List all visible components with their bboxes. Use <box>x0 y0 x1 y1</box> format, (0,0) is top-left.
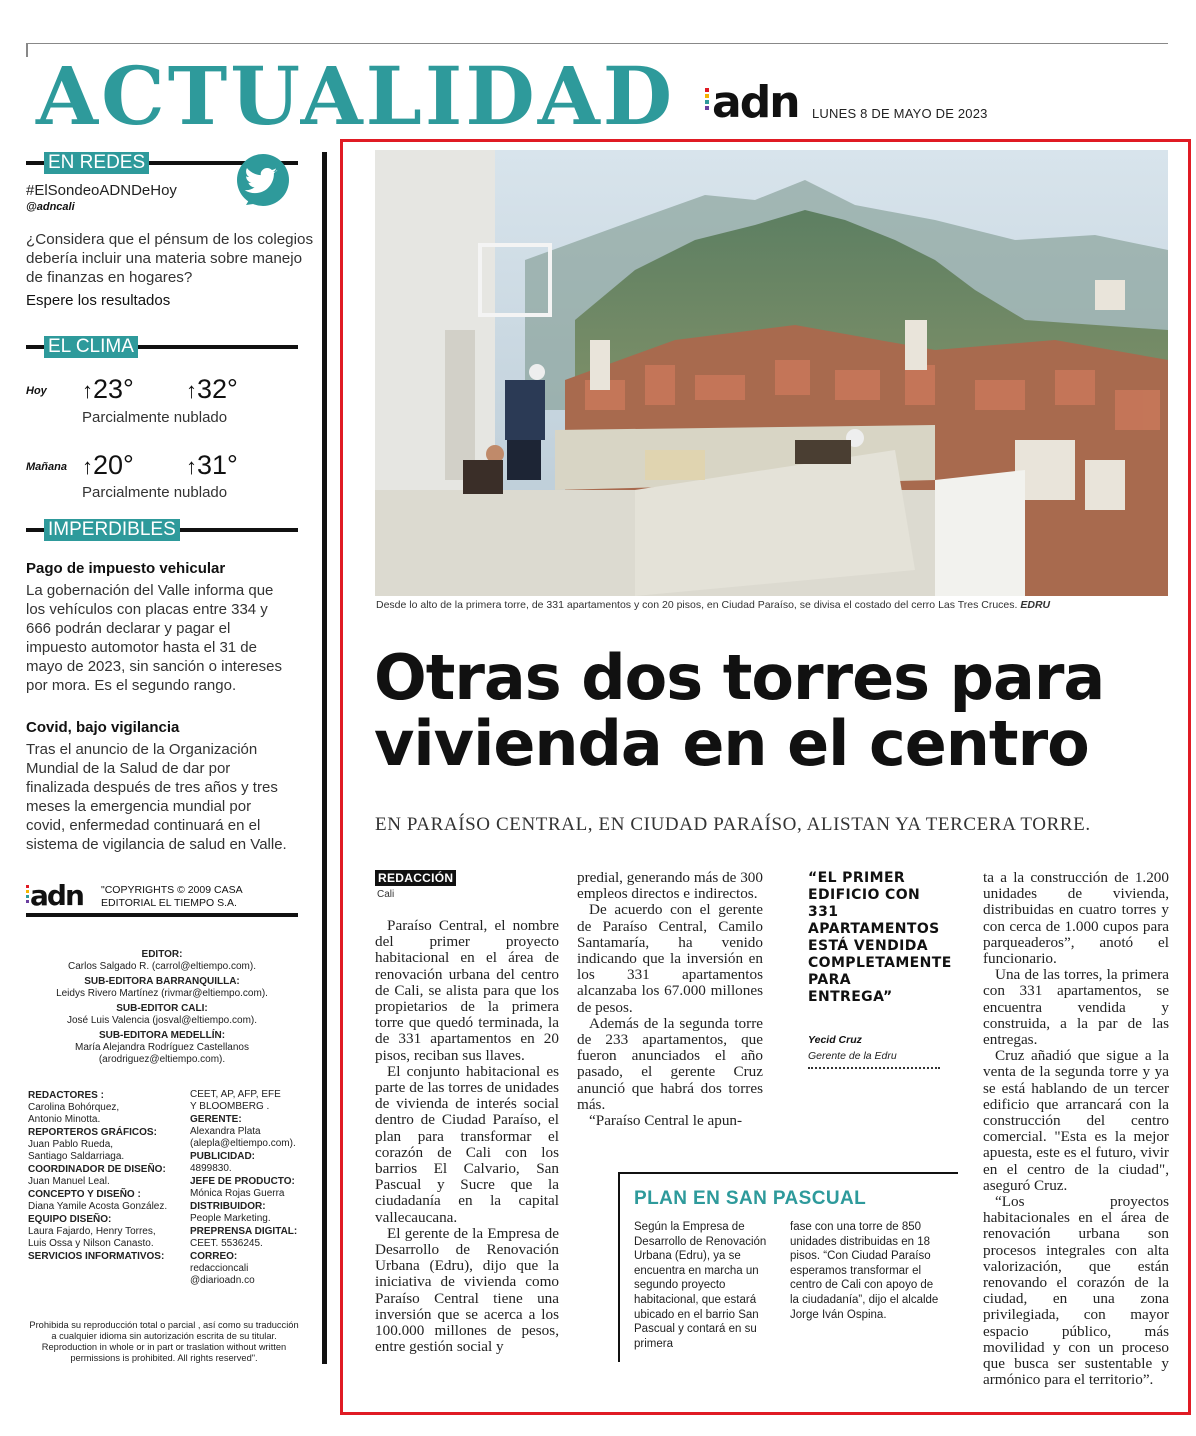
disclaimer-line: a cualquier idioma sin autorización escrita de su titular. <box>51 1331 277 1341</box>
staff-name: Juan Pablo Rueda, <box>28 1139 114 1150</box>
staff-name: Y BLOOMBERG . <box>190 1101 270 1112</box>
staff-role: CORREO: <box>190 1251 238 1262</box>
staff-role: PUBLICIDAD: <box>190 1151 255 1162</box>
top-rule-tick <box>26 43 28 57</box>
copyright-logo-dots <box>26 885 30 903</box>
redes-question: ¿Considera que el pénsum de los colegios debería incluir una materia sobre manejo de finanzas en hogares? <box>26 231 314 286</box>
staff-role: PREPRENSA DIGITAL: <box>190 1226 298 1237</box>
redes-handle[interactable]: @adncali <box>26 201 75 213</box>
article-paragraph: El conjunto habitacional es parte de las torres de unidades de vivienda de interés social dentro de Ciudad Paraíso, el plan para transformar el corazón de Cali con los barrios El Calvario, San Pascual y Sucre que la ciudadanía en la capital vallecaucana. <box>375 1062 559 1226</box>
staff-right-column <box>190 1089 320 1287</box>
staff-name: 4899830. <box>190 1163 232 1174</box>
staff-role: COORDINADOR DE DISEÑO: <box>28 1164 166 1175</box>
staff-name: Carolina Bohórquez, <box>28 1102 120 1113</box>
article-paragraph: El gerente de la Empresa de Desarrollo de Renovación Urbana (Edru), dijo que la iniciativa de vivienda como Paraíso Central tiene una inversión que se acerca a los 100.000 millones de pesos, entre gestión social y <box>375 1224 559 1356</box>
staff-role: SUB-EDITORA BARRANQUILLA: <box>84 976 240 987</box>
arrow-up-icon: ↑ <box>82 454 93 479</box>
staff-name: @diarioadn.co <box>190 1275 255 1286</box>
staff-name: CEET, AP, AFP, EFE <box>190 1089 281 1100</box>
staff-role: CONCEPTO Y DISEÑO : <box>28 1189 141 1200</box>
staff-role: JEFE DE PRODUCTO: <box>190 1176 295 1187</box>
arrow-up-icon: ↑ <box>186 378 197 403</box>
clima-today-desc: Parcialmente nublado <box>82 409 228 426</box>
staff-name: Diana Yamile Acosta González. <box>28 1201 168 1212</box>
box-title: PLAN EN SAN PASCUAL <box>634 1188 867 1209</box>
clima-today-high: ↑32° <box>186 374 238 404</box>
pull-quote: “EL PRIMER EDIFICIO CON 331 APARTAMENTOS ESTÁ VENDIDA COMPLETAMENTE PARA ENTREGA” <box>808 870 952 1005</box>
staff-role: EDITOR: <box>141 949 183 960</box>
logo-color-dots <box>705 88 709 110</box>
disclaimer-line: Reproduction in whole or in part or traslation without written <box>41 1342 287 1352</box>
staff-name: Laura Fajardo, Henry Torres, <box>28 1226 156 1237</box>
box-column-1: Según la Empresa de Desarrollo de Renovación Urbana (Edru), ya se encuentra en marcha un segundo proyecto habitacional, que estará ubicado en el barrio San Pascual y contará en su primera <box>634 1221 767 1350</box>
staff-role: SUB-EDITORA MEDELLÍN: <box>98 1030 226 1041</box>
article-paragraph: Cruz añadió que sigue a la venta de la segunda torre y ya se está hablando de un tercer edificio que arrancará con la construcción del centro comercial. "Esta es la mejor apuesta, este es el futuro, vivir en el centro de la ciudad", aseguró Cruz. <box>983 1047 1169 1194</box>
staff-editors <box>26 946 298 1066</box>
box-column-2: fase con una torre de 850 unidades distribuidas en 18 pisos. “Con Ciudad Paraíso esperamos transformar el centro de Cali con apoyo de la ciudadanía”, dijo el alcalde Jorge Iván Ospina. <box>790 1221 939 1321</box>
staff-name: José Luis Valencia (josval@eltiempo.com). <box>66 1015 258 1026</box>
imperdibles-label: IMPERDIBLES <box>44 519 180 541</box>
clima-tomorrow-low: ↑20° <box>82 450 134 480</box>
imperdible-title-2: Covid, bajo vigilancia <box>26 719 180 736</box>
twitter-bird-icon[interactable] <box>234 153 292 211</box>
redes-hashtag[interactable]: #ElSondeoADNDeHoy <box>26 182 177 199</box>
article-paragraph: Paraíso Central, el nombre del primer proyecto habitacional en el área de renovación urbana del centro de Cali, se alista para que los propietarios de la primera torre que quedó terminada, la de 331 apartamentos en 20 pisos, reciban sus llaves. <box>375 917 559 1064</box>
imperdibles-section-label <box>44 519 180 541</box>
staff-name: Antonio Minotta. <box>28 1114 101 1125</box>
staff-role: EQUIPO DISEÑO: <box>28 1214 112 1225</box>
article-deck: EN PARAÍSO CENTRAL, EN CIUDAD PARAÍSO, ALISTAN YA TERCERA TORRE. <box>375 814 1091 835</box>
redes-section-label <box>44 152 149 174</box>
disclaimer-line: Prohibida su reproducción total o parcial , así como su traducción <box>29 1320 299 1330</box>
article-paragraph: “Paraíso Central le apun- <box>589 1112 743 1130</box>
copyright-text: "COPYRIGHTS © 2009 CASA EDITORIAL EL TIEMPO S.A. <box>101 884 243 909</box>
copyright-rule <box>26 913 298 917</box>
article-headline: Otras dos torres para vivienda en el centro <box>374 641 1105 780</box>
arrow-up-icon: ↑ <box>186 454 197 479</box>
photo-caption: Desde lo alto de la primera torre, de 331 apartamentos y con 20 pisos, en Ciudad Paraíso, se divisa el costado del cerro Las Tres Cruces. EDRU <box>376 599 1051 611</box>
sidebar-divider <box>322 152 327 1364</box>
article-byline: REDACCIÓN <box>375 870 456 886</box>
staff-role: SERVICIOS INFORMATIVOS: <box>28 1251 165 1262</box>
quote-author: Yecid Cruz <box>808 1034 862 1046</box>
staff-role: REDACTORES : <box>28 1090 104 1101</box>
staff-name: People Marketing. <box>190 1213 271 1224</box>
staff-role: GERENTE: <box>190 1114 242 1125</box>
article-photo <box>375 150 1168 596</box>
staff-name: Luis Ossa y Nilson Canasto. <box>28 1238 154 1249</box>
copyright-adn-logo: adn <box>30 879 83 912</box>
photo-credit: EDRU <box>1020 599 1051 611</box>
article-paragraph: Además de la segunda torre de 233 apartamentos, que fueron anunciados el año pasado, el gerente Cruz anunció que habrá dos torres más. <box>577 1014 763 1113</box>
staff-role: REPORTEROS GRÁFICOS: <box>28 1127 157 1138</box>
imperdible-title-1: Pago de impuesto vehicular <box>26 560 226 577</box>
article-column-4 <box>983 870 1169 1389</box>
staff-name: redaccioncali <box>190 1263 249 1274</box>
article-paragraph: Una de las torres, la primera con 331 apartamentos, se encuentra vendida y construida, a la par de las entregas. <box>983 966 1169 1049</box>
clima-section-label <box>44 336 138 358</box>
staff-name: Carlos Salgado R. (carrol@eltiempo.com). <box>68 961 256 972</box>
staff-left-column <box>28 1089 188 1263</box>
article-paragraph: ta a la construcción de 1.200 unidades de vivienda, distribuidas en cuatro torres y con cerca de 1.000 cupos para parqueaderos”, anotó el funcionario. <box>983 869 1169 968</box>
staff-name: CEET. 5536245. <box>190 1238 263 1249</box>
issue-date: LUNES 8 DE MAYO DE 2023 <box>812 106 988 121</box>
staff-name: (arodriguez@eltiempo.com). <box>98 1054 226 1065</box>
staff-name: Mónica Rojas Guerra <box>190 1188 285 1199</box>
redes-label: EN REDES <box>44 152 149 174</box>
arrow-up-icon: ↑ <box>82 378 93 403</box>
box-top-rule <box>618 1172 958 1174</box>
clima-label: EL CLIMA <box>44 336 138 358</box>
clima-today-low: ↑23° <box>82 374 134 404</box>
clima-day-today: Hoy <box>26 385 47 397</box>
box-left-rule <box>618 1172 620 1362</box>
article-column-2 <box>577 870 763 1129</box>
disclaimer-line: permissions is prohibited. All rights reserved". <box>70 1353 258 1363</box>
staff-role: DISTRIBUIDOR: <box>190 1201 266 1212</box>
article-paragraph: predial, generando más de 300 empleos directos e indirectos. <box>577 869 763 903</box>
staff-role: SUB-EDITOR CALI: <box>116 1003 208 1014</box>
imperdible-text-1: La gobernación del Valle informa que los vehículos con placas entre 334 y 666 podrán declarar y pagar el impuesto automotor hasta el 31 de mayo de 2023, sin sanción o intereses por mora. Es el segundo rango. <box>26 582 282 694</box>
top-rule <box>26 43 1168 44</box>
disclaimer <box>26 1320 302 1364</box>
imperdible-text-2: Tras el anuncio de la Organización Mundial de la Salud de dar por finalizada después de tres años y tres meses la emergencia mundial por covid, enfermedad continuará en el sistema de vigilancia de salud en Valle. <box>26 741 287 853</box>
clima-day-tomorrow: Mañana <box>26 461 67 473</box>
section-title: ACTUALIDAD <box>36 49 676 143</box>
staff-name: Juan Manuel Leal. <box>28 1176 110 1187</box>
adn-logo: adn <box>712 77 799 128</box>
clima-tomorrow-desc: Parcialmente nublado <box>82 484 228 501</box>
staff-name: Leidys Rivero Martínez (rivmar@eltiempo.com). <box>56 988 268 999</box>
clima-tomorrow-high: ↑31° <box>186 450 238 480</box>
staff-name: Alexandra Plata <box>190 1126 261 1137</box>
staff-name: Santiago Saldarriaga. <box>28 1151 125 1162</box>
article-paragraph: “Los proyectos habitacionales en el área de renovación urbana son procesos integrales con alta valorización, que están renovando el corazón de la ciudad, en una zona privilegiada, con mayor espacio público, más movilidad y con un proceso que busca ser sustentable y armónico para el territorio”. <box>983 1193 1169 1389</box>
article-column-1 <box>375 918 559 1355</box>
article-paragraph: De acuerdo con el gerente de Paraíso Central, Camilo Santamaría, ha venido indicando que la inversión en los 331 apartamentos alcanzaba los 67.000 millones de pesos. <box>577 901 763 1016</box>
staff-name: (alepla@eltiempo.com). <box>190 1138 296 1149</box>
article-city: Cali <box>377 889 395 900</box>
quote-dotted-rule <box>808 1067 940 1069</box>
redes-result: Espere los resultados <box>26 292 171 309</box>
quote-role: Gerente de la Edru <box>808 1050 897 1062</box>
staff-name: María Alejandra Rodríguez Castellanos <box>75 1042 249 1053</box>
